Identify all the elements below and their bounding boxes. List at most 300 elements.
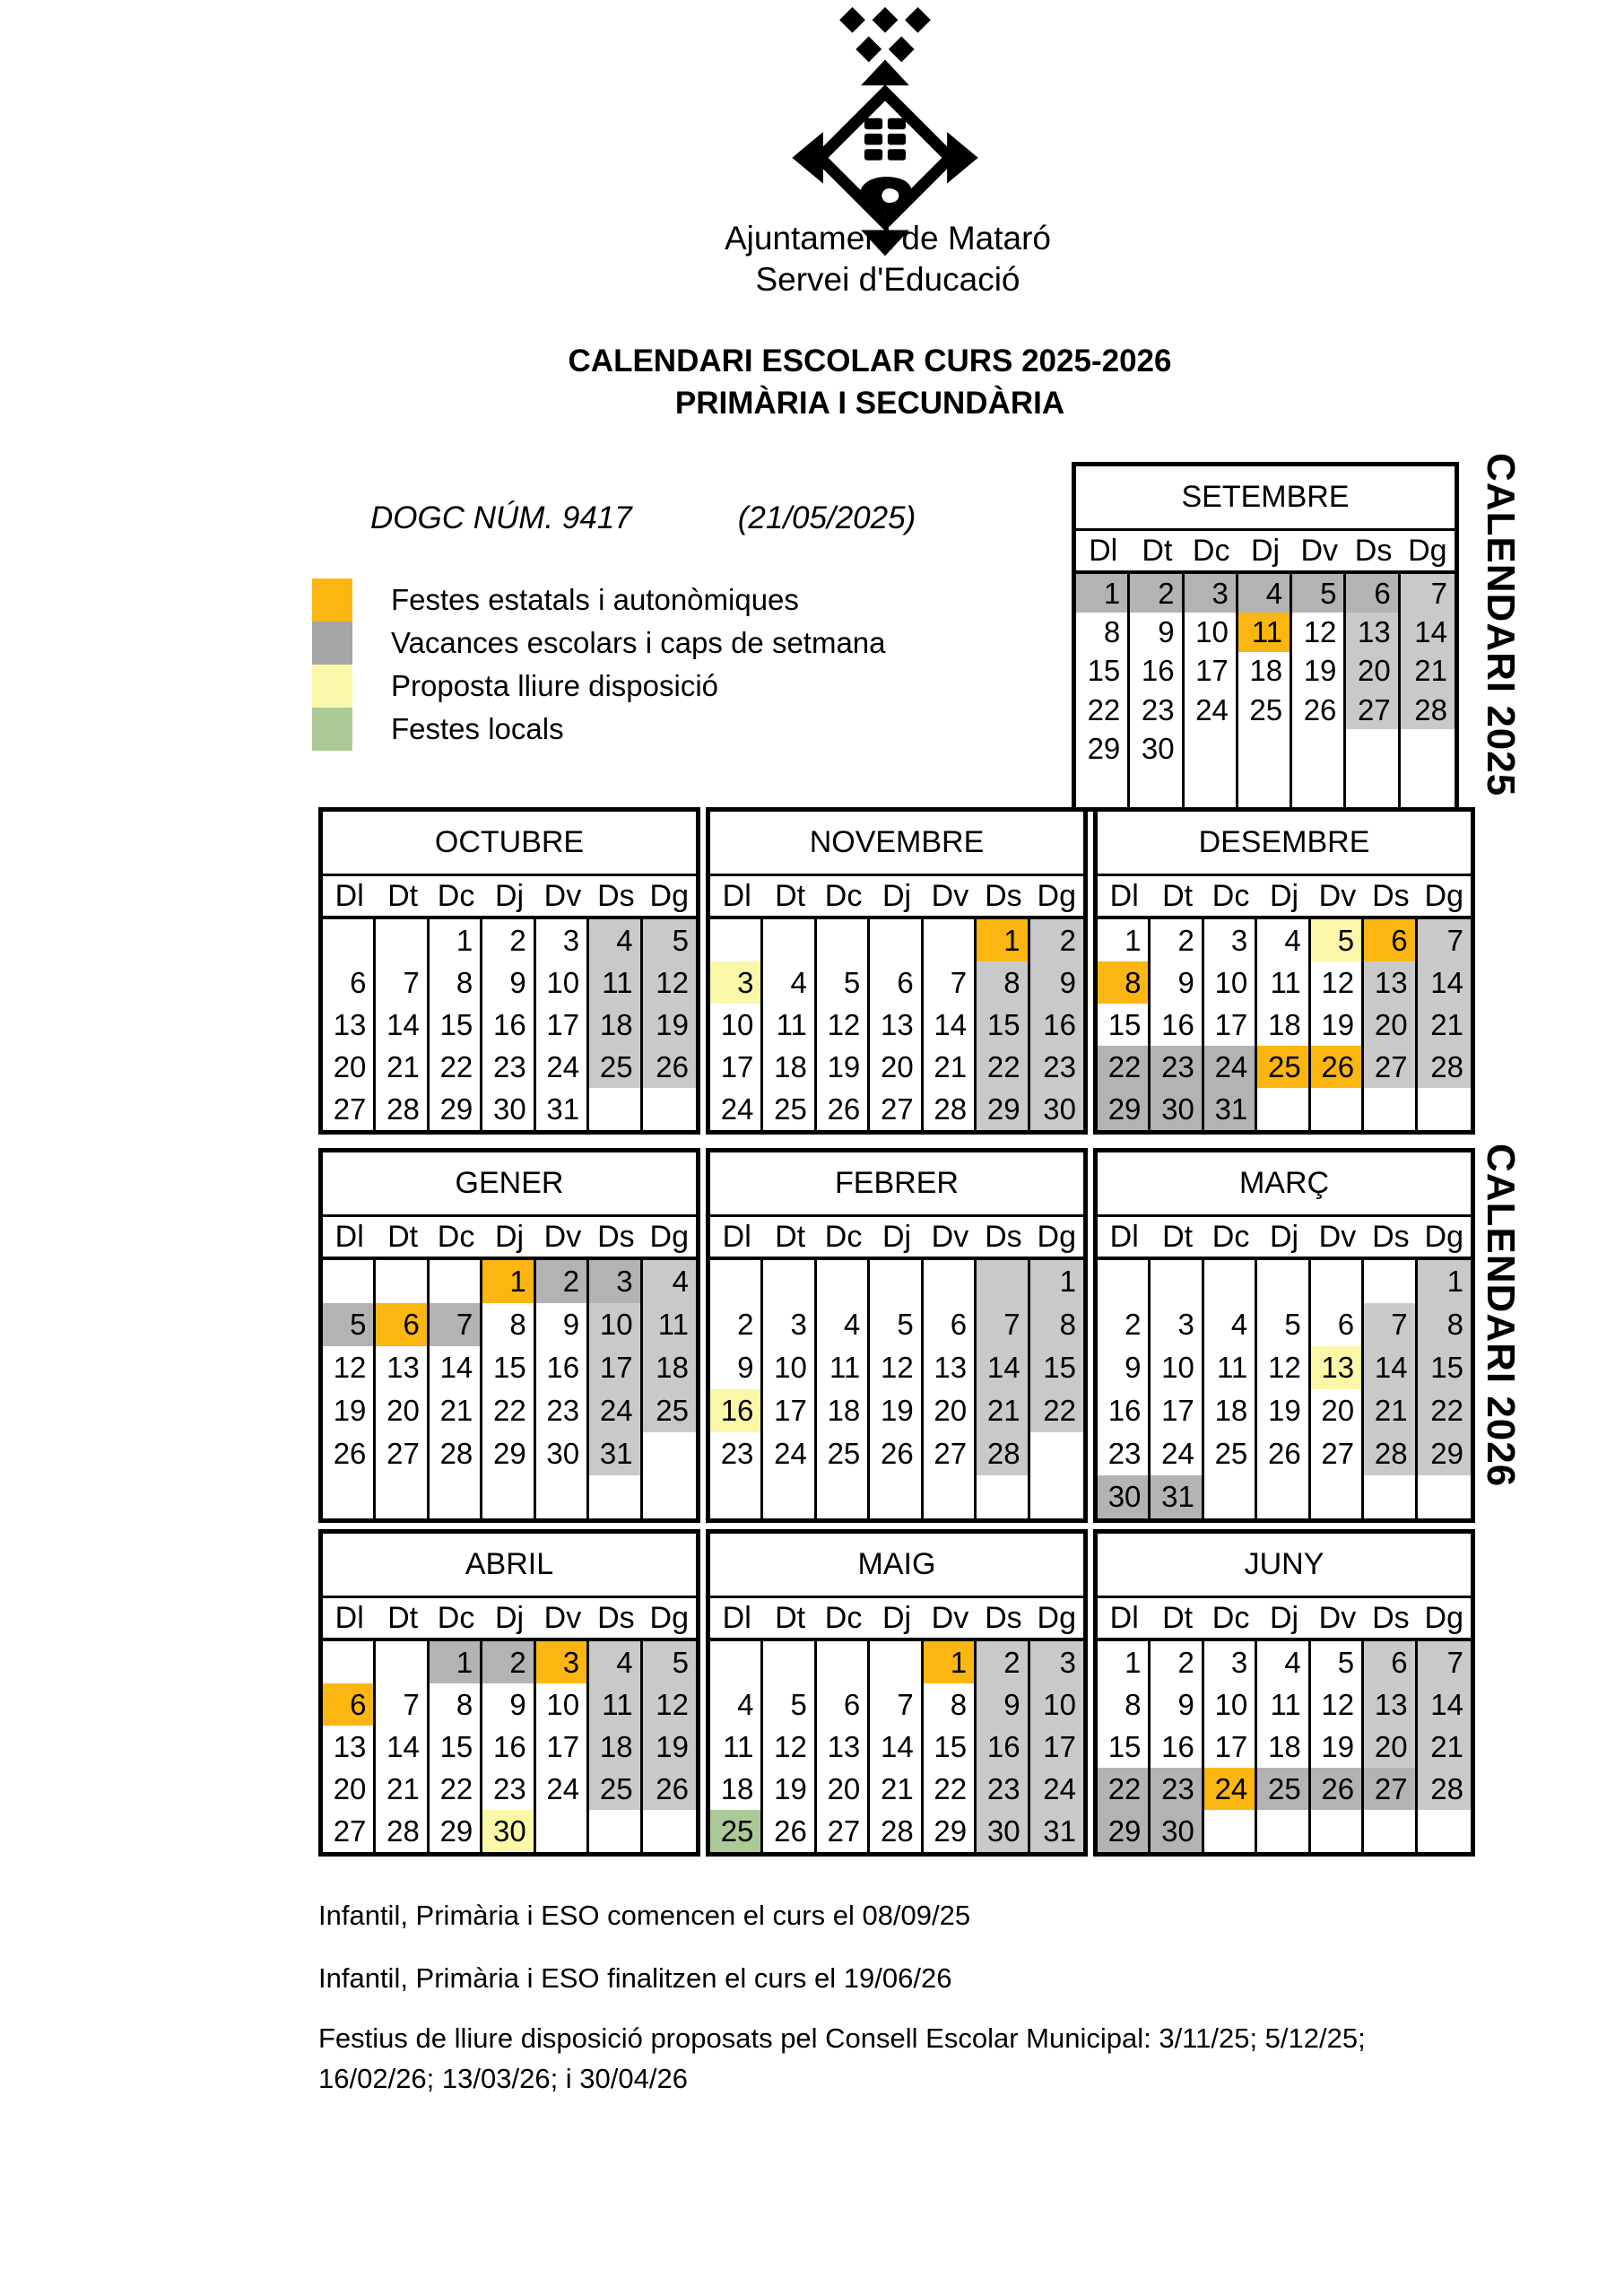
day-cell (817, 1641, 870, 1683)
day-cell (1418, 1475, 1471, 1518)
legend-swatch-yellow (312, 665, 352, 708)
weekday-header-row (1098, 876, 1471, 919)
day-cell (1238, 769, 1292, 807)
day-cell: 28 (924, 1088, 977, 1130)
dogc-date: (21/05/2025) (737, 500, 916, 535)
day-cell: 21 (376, 1046, 429, 1088)
day-cell: 7 (870, 1683, 923, 1726)
calendar-setembre (1072, 462, 1459, 812)
day-cell: 9 (1030, 961, 1083, 1004)
day-cell: 26 (1311, 1768, 1364, 1810)
day-cell: 9 (1130, 613, 1184, 651)
day-cell: 18 (643, 1346, 696, 1389)
day-cell: 25 (589, 1046, 642, 1088)
day-cell: 27 (376, 1432, 429, 1475)
weekday-header: Ds (1372, 1220, 1410, 1254)
day-cell: 1 (1030, 1260, 1083, 1303)
weekday-header: Dj (1269, 1601, 1299, 1635)
day-cell (1030, 1475, 1083, 1518)
day-cell (1185, 729, 1238, 768)
day-cell (710, 919, 763, 961)
day-cell: 2 (1151, 919, 1203, 961)
day-cell (376, 1475, 429, 1518)
day-cell: 25 (817, 1432, 870, 1475)
day-cell (1364, 1088, 1417, 1130)
weekday-header-row (710, 1598, 1083, 1641)
day-cell: 21 (376, 1768, 429, 1810)
day-cell: 10 (536, 1683, 589, 1726)
day-cell (376, 1641, 429, 1683)
calendar-abril (318, 1529, 700, 1857)
day-cell: 20 (1311, 1389, 1364, 1432)
day-cell: 11 (643, 1303, 696, 1346)
day-cell: 17 (763, 1389, 816, 1432)
day-cell: 18 (763, 1046, 816, 1088)
day-cell: 29 (924, 1810, 977, 1852)
day-cell: 17 (710, 1046, 763, 1088)
weekday-header: Dl (1109, 1601, 1139, 1635)
day-cell: 3 (1030, 1641, 1083, 1683)
day-cell: 21 (1364, 1389, 1417, 1432)
day-cell (323, 1260, 376, 1303)
day-cell: 24 (589, 1389, 642, 1432)
calendar-juny (1093, 1529, 1475, 1857)
day-cell: 20 (323, 1046, 376, 1088)
weekday-header: Ds (597, 1220, 635, 1254)
day-cell: 28 (977, 1432, 1029, 1475)
day-cell: 28 (870, 1810, 923, 1852)
day-cell: 13 (870, 1004, 923, 1046)
day-cell: 22 (430, 1768, 482, 1810)
day-cell: 8 (1098, 1683, 1151, 1726)
day-cell: 31 (536, 1088, 589, 1130)
day-cell: 28 (1418, 1768, 1471, 1810)
day-cell: 4 (1257, 919, 1310, 961)
day-cell: 27 (870, 1088, 923, 1130)
day-cell: 8 (1076, 613, 1130, 651)
weekday-header: Dj (494, 1601, 525, 1635)
day-cell: 6 (817, 1683, 870, 1726)
day-cell: 5 (1257, 1303, 1310, 1346)
day-cell: 13 (1364, 1683, 1417, 1726)
weekday-header-row (1098, 1217, 1471, 1260)
day-cell: 5 (763, 1683, 816, 1726)
day-cell: 12 (763, 1726, 816, 1768)
day-cell: 18 (1257, 1004, 1310, 1046)
day-cell: 12 (1311, 961, 1364, 1004)
day-cell: 19 (1311, 1004, 1364, 1046)
day-cell (376, 919, 429, 961)
day-cell: 26 (763, 1810, 816, 1852)
day-cell (710, 1475, 763, 1518)
footer-course-end: Infantil, Primària i ESO finalitzen el curs el 19/06/26 (318, 1962, 952, 1994)
day-cell (589, 1088, 642, 1130)
day-cell (1364, 1260, 1417, 1303)
day-cell: 22 (1098, 1046, 1151, 1088)
day-cell: 16 (1130, 652, 1184, 691)
day-cell: 15 (1030, 1346, 1083, 1389)
day-cell: 17 (536, 1004, 589, 1046)
org-name: Ajuntament de Mataró (724, 220, 1052, 257)
weekday-header: Ds (597, 1601, 635, 1635)
day-cell: 1 (430, 1641, 482, 1683)
day-cell (536, 1810, 589, 1852)
day-cell: 18 (1238, 652, 1292, 691)
legend-label: Festes estatals i autonòmiques (391, 583, 799, 616)
day-cell: 9 (1151, 1683, 1203, 1726)
day-cell: 19 (817, 1046, 870, 1088)
day-cell: 26 (1257, 1432, 1310, 1475)
weekday-header: Dv (1318, 1601, 1357, 1635)
sidebar-year-2026: CALENDARI 2026 (1479, 1144, 1523, 1488)
day-cell (376, 1260, 429, 1303)
day-cell: 7 (376, 961, 429, 1004)
day-cell: 21 (1401, 652, 1455, 691)
day-cell (977, 1260, 1029, 1303)
day-cell: 16 (482, 1004, 535, 1046)
day-cell: 23 (482, 1768, 535, 1810)
day-cell: 6 (1364, 919, 1417, 961)
day-cell: 6 (1364, 1641, 1417, 1683)
day-cell: 24 (1151, 1432, 1203, 1475)
day-grid (710, 919, 1083, 1130)
day-cell: 2 (1098, 1303, 1151, 1346)
day-cell: 10 (763, 1346, 816, 1389)
day-cell: 17 (1151, 1389, 1203, 1432)
weekday-header: Dj (1250, 534, 1281, 568)
day-cell: 27 (1364, 1768, 1417, 1810)
day-cell: 3 (763, 1303, 816, 1346)
day-cell: 16 (977, 1726, 1029, 1768)
weekday-header: Dg (1037, 879, 1076, 913)
day-cell: 22 (1418, 1389, 1471, 1432)
day-cell: 15 (482, 1346, 535, 1389)
day-grid (1098, 1260, 1471, 1518)
day-cell: 1 (482, 1260, 535, 1303)
day-cell: 21 (924, 1046, 977, 1088)
day-cell: 14 (376, 1004, 429, 1046)
day-cell: 2 (536, 1260, 589, 1303)
day-cell: 9 (536, 1303, 589, 1346)
day-cell: 2 (1030, 919, 1083, 961)
day-cell: 24 (1204, 1768, 1257, 1810)
day-cell: 15 (430, 1004, 482, 1046)
calendar-octubre (318, 807, 700, 1135)
day-cell: 8 (430, 961, 482, 1004)
day-cell: 1 (1098, 1641, 1151, 1683)
day-cell: 5 (643, 919, 696, 961)
day-cell: 16 (482, 1726, 535, 1768)
day-cell: 3 (589, 1260, 642, 1303)
month-title: MARÇ (1098, 1152, 1471, 1217)
weekday-header: Dj (1269, 879, 1299, 913)
day-cell: 14 (1401, 613, 1455, 651)
day-cell: 19 (870, 1389, 923, 1432)
day-cell: 2 (977, 1641, 1029, 1683)
day-cell: 17 (1030, 1726, 1083, 1768)
day-cell: 6 (323, 961, 376, 1004)
day-cell: 30 (482, 1810, 535, 1852)
day-cell: 25 (643, 1389, 696, 1432)
day-cell: 30 (1151, 1088, 1203, 1130)
weekday-header: Dg (1037, 1220, 1076, 1254)
day-cell (710, 1641, 763, 1683)
day-cell: 21 (870, 1768, 923, 1810)
day-cell: 27 (1364, 1046, 1417, 1088)
day-cell: 27 (323, 1088, 376, 1130)
weekday-header: Ds (597, 879, 635, 913)
day-cell: 14 (1418, 961, 1471, 1004)
month-title: ABRIL (323, 1534, 696, 1598)
day-cell: 31 (1204, 1088, 1257, 1130)
day-cell: 28 (376, 1088, 429, 1130)
day-cell: 4 (710, 1683, 763, 1726)
day-cell (536, 1475, 589, 1518)
day-cell (1311, 1260, 1364, 1303)
day-cell: 11 (1238, 613, 1292, 651)
day-cell: 26 (323, 1432, 376, 1475)
weekday-header-row (323, 1217, 696, 1260)
day-grid (710, 1260, 1083, 1518)
day-cell (1418, 1810, 1471, 1852)
day-cell: 22 (924, 1768, 977, 1810)
legend-item (312, 622, 886, 665)
day-grid (323, 1641, 696, 1852)
day-cell: 20 (1346, 652, 1400, 691)
weekday-header: Dv (931, 879, 969, 913)
day-cell: 30 (536, 1432, 589, 1475)
legend-item (312, 665, 886, 708)
day-cell: 10 (589, 1303, 642, 1346)
day-cell: 3 (536, 1641, 589, 1683)
color-legend (312, 578, 886, 751)
day-cell: 3 (1151, 1303, 1203, 1346)
day-cell (1257, 1260, 1310, 1303)
day-cell: 12 (1257, 1346, 1310, 1389)
day-cell: 5 (323, 1303, 376, 1346)
day-cell: 8 (977, 961, 1029, 1004)
day-cell: 27 (1311, 1432, 1364, 1475)
day-cell: 10 (1030, 1683, 1083, 1726)
legend-swatch-orange (312, 578, 352, 622)
weekday-header: Dc (437, 1220, 475, 1254)
day-cell: 17 (1185, 652, 1238, 691)
day-cell (430, 1260, 482, 1303)
legend-swatch-gray (312, 622, 352, 665)
calendar-band-gen-feb-mar (318, 1148, 1475, 1523)
org-department: Servei d'Educació (755, 261, 1020, 298)
day-cell: 29 (482, 1432, 535, 1475)
legend-item (312, 578, 886, 622)
day-cell: 20 (376, 1389, 429, 1432)
weekday-header-row (1098, 1598, 1471, 1641)
day-cell (1238, 729, 1292, 768)
day-cell: 5 (817, 961, 870, 1004)
weekday-header: Dl (722, 1220, 751, 1254)
day-cell (817, 1260, 870, 1303)
day-cell: 17 (536, 1726, 589, 1768)
day-cell: 10 (1204, 1683, 1257, 1726)
day-cell: 7 (430, 1303, 482, 1346)
day-cell: 20 (817, 1768, 870, 1810)
day-cell: 12 (870, 1346, 923, 1389)
day-cell: 26 (1311, 1046, 1364, 1088)
calendar-gener (318, 1148, 700, 1523)
weekday-header: Dt (1162, 1220, 1194, 1254)
day-cell (870, 1260, 923, 1303)
day-cell: 12 (323, 1346, 376, 1389)
day-cell: 4 (1238, 574, 1292, 613)
day-cell (870, 1641, 923, 1683)
day-cell: 28 (1418, 1046, 1471, 1088)
day-cell: 23 (1030, 1046, 1083, 1088)
day-cell (1292, 769, 1346, 807)
weekday-header: Dj (881, 1601, 912, 1635)
day-cell: 18 (710, 1768, 763, 1810)
weekday-header: Dv (931, 1220, 969, 1254)
weekday-header-row (323, 876, 696, 919)
day-cell: 17 (1204, 1004, 1257, 1046)
day-cell: 3 (536, 919, 589, 961)
day-cell (1204, 1475, 1257, 1518)
day-cell: 12 (643, 1683, 696, 1726)
day-cell (924, 1475, 977, 1518)
day-cell: 2 (482, 919, 535, 961)
day-cell: 13 (323, 1726, 376, 1768)
day-cell: 3 (1185, 574, 1238, 613)
day-cell: 29 (1076, 729, 1130, 768)
day-cell: 17 (1204, 1726, 1257, 1768)
day-cell: 24 (763, 1432, 816, 1475)
day-cell: 13 (924, 1346, 977, 1389)
day-cell: 26 (643, 1046, 696, 1088)
page-title-line2: PRIMÀRIA I SECUNDÀRIA (674, 386, 1065, 421)
day-cell (1364, 1810, 1417, 1852)
day-cell: 12 (817, 1004, 870, 1046)
day-cell: 4 (1204, 1303, 1257, 1346)
day-cell (1257, 1475, 1310, 1518)
day-cell: 21 (977, 1389, 1029, 1432)
day-cell: 4 (643, 1260, 696, 1303)
day-cell (1076, 769, 1130, 807)
weekday-header: Dt (387, 1601, 419, 1635)
day-cell (924, 1260, 977, 1303)
day-cell: 16 (1151, 1726, 1203, 1768)
weekday-header: Dc (1192, 534, 1230, 568)
day-cell: 3 (1204, 1641, 1257, 1683)
day-cell (589, 1810, 642, 1852)
day-cell: 15 (1418, 1346, 1471, 1389)
day-cell: 20 (924, 1389, 977, 1432)
weekday-header: Dg (1424, 1220, 1463, 1254)
day-cell: 5 (1311, 919, 1364, 961)
weekday-header: Dj (494, 1220, 525, 1254)
day-cell: 13 (1311, 1346, 1364, 1389)
day-cell: 10 (710, 1004, 763, 1046)
day-cell: 12 (1292, 613, 1346, 651)
weekday-header: Dt (775, 1220, 806, 1254)
weekday-header: Dl (1109, 879, 1139, 913)
page-title-line1: CALENDARI ESCOLAR CURS 2025-2026 (568, 344, 1172, 378)
weekday-header: Dv (543, 879, 582, 913)
day-cell: 13 (376, 1346, 429, 1389)
weekday-header-row (710, 876, 1083, 919)
day-cell: 16 (1030, 1004, 1083, 1046)
day-cell: 20 (1364, 1726, 1417, 1768)
day-cell (1311, 1810, 1364, 1852)
day-cell: 23 (1151, 1768, 1203, 1810)
weekday-header: Dl (1109, 1220, 1139, 1254)
weekday-header: Dg (1424, 1601, 1463, 1635)
weekday-header: Dt (1162, 879, 1194, 913)
weekday-header: Dl (722, 1601, 751, 1635)
weekday-header: Dc (824, 1220, 863, 1254)
day-cell (1130, 769, 1184, 807)
day-cell: 11 (589, 1683, 642, 1726)
day-cell (870, 919, 923, 961)
weekday-header: Dc (437, 879, 475, 913)
day-cell (323, 1641, 376, 1683)
day-cell: 1 (1076, 574, 1130, 613)
day-cell: 11 (1257, 1683, 1310, 1726)
day-cell: 27 (817, 1810, 870, 1852)
weekday-header: Dl (334, 1601, 364, 1635)
calendar-desembre (1093, 807, 1475, 1135)
day-cell: 30 (1151, 1810, 1203, 1852)
day-cell: 22 (1076, 691, 1130, 729)
day-cell: 31 (589, 1432, 642, 1475)
day-cell: 22 (482, 1389, 535, 1432)
weekday-header: Dt (775, 879, 806, 913)
day-cell: 9 (1151, 961, 1203, 1004)
day-cell: 29 (430, 1088, 482, 1130)
day-cell: 23 (1130, 691, 1184, 729)
day-cell (870, 1475, 923, 1518)
day-cell (763, 919, 816, 961)
day-cell: 26 (870, 1432, 923, 1475)
day-cell: 17 (589, 1346, 642, 1389)
day-cell: 13 (1346, 613, 1400, 651)
day-cell: 18 (1204, 1389, 1257, 1432)
day-cell: 23 (1098, 1432, 1151, 1475)
day-cell: 1 (430, 919, 482, 961)
day-cell: 25 (1204, 1432, 1257, 1475)
day-grid (323, 1260, 696, 1518)
day-cell (1030, 1432, 1083, 1475)
weekday-header: Dg (649, 879, 689, 913)
day-cell: 22 (430, 1046, 482, 1088)
calendar-novembre (706, 807, 1088, 1135)
day-cell: 30 (482, 1088, 535, 1130)
calendar-band-oct-nov-des (318, 807, 1475, 1135)
day-cell (1311, 1475, 1364, 1518)
day-cell (482, 1475, 535, 1518)
day-cell: 18 (1257, 1726, 1310, 1768)
day-cell: 21 (1418, 1004, 1471, 1046)
day-cell: 19 (643, 1004, 696, 1046)
day-cell: 21 (1418, 1726, 1471, 1768)
weekday-header-row (710, 1217, 1083, 1260)
dogc-number: DOGC NÚM. 9417 (370, 500, 632, 535)
day-cell (643, 1475, 696, 1518)
month-title: JUNY (1098, 1534, 1471, 1598)
month-title: OCTUBRE (323, 812, 696, 876)
weekday-header: Dg (649, 1601, 689, 1635)
day-cell (710, 1260, 763, 1303)
day-cell: 24 (710, 1088, 763, 1130)
weekday-header: Dg (1037, 1601, 1076, 1635)
day-cell (1418, 1088, 1471, 1130)
